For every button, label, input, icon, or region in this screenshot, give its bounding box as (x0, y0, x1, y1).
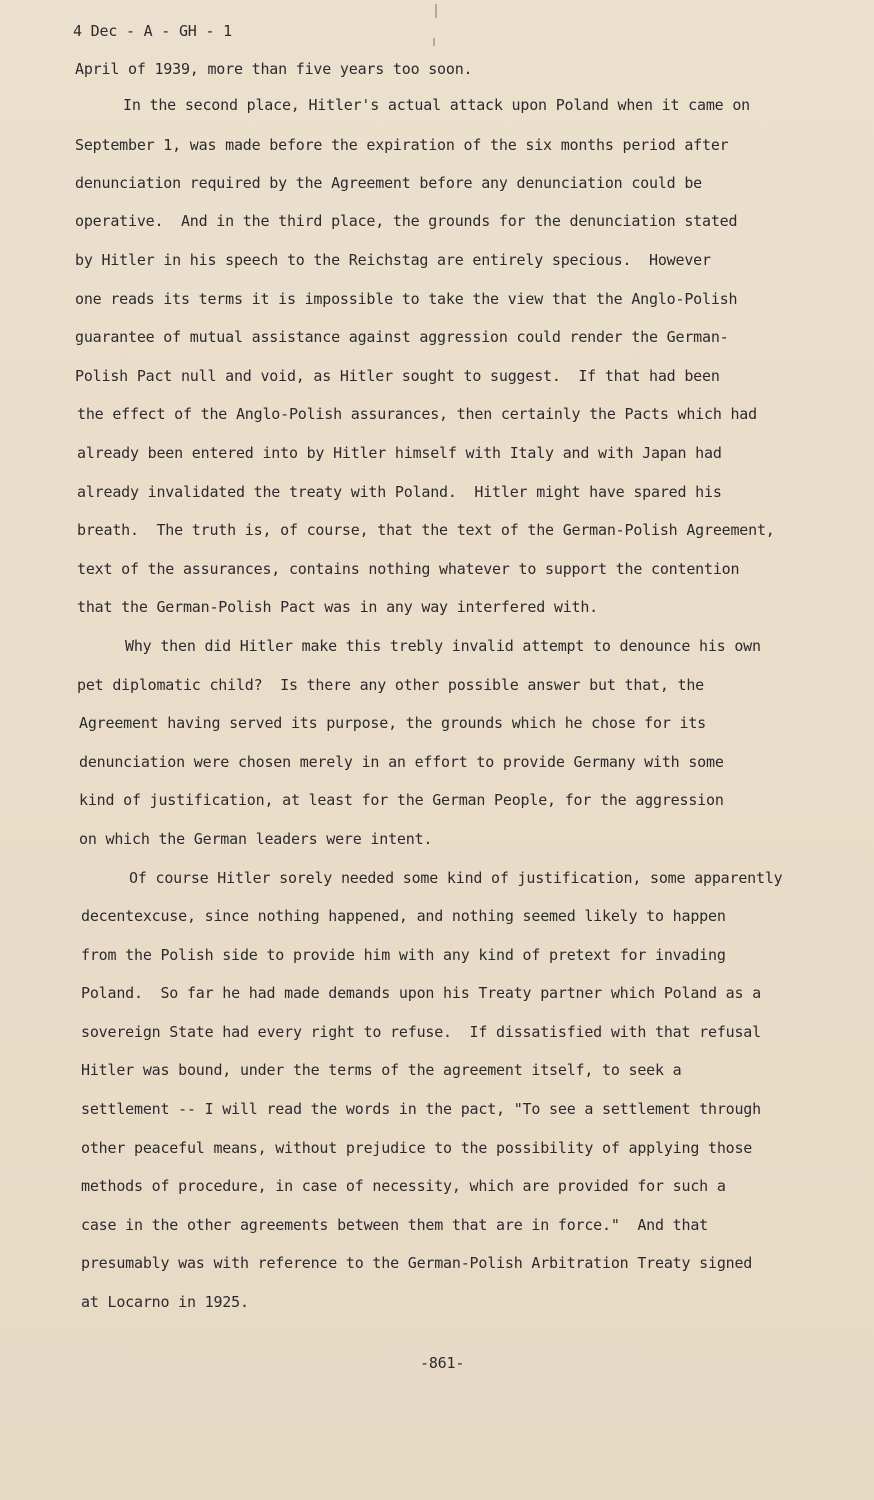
text-line: Poland. So far he had made demands upon his Treaty partner which Poland as a (81, 984, 761, 1002)
text-line: that the German-Polish Pact was in any way interfered with. (77, 598, 599, 616)
text-line: guarantee of mutual assistance against aggression could render the German- (75, 328, 729, 346)
text-line: kind of justification, at least for the German People, for the aggression (79, 791, 724, 809)
text-line: Polish Pact null and void, as Hitler sought to suggest. If that had been (75, 367, 720, 385)
text-line: Why then did Hitler make this trebly invalid attempt to denounce his own (125, 637, 761, 655)
text-line: In the second place, Hitler's actual attack upon Poland when it came on (123, 96, 750, 114)
text-line: already been entered into by Hitler himself with Italy and with Japan had (77, 444, 722, 462)
page-number: -861- (420, 1354, 465, 1372)
text-line: text of the assurances, contains nothing whatever to support the contention (77, 560, 740, 578)
text-line: already invalidated the treaty with Poland. Hitler might have spared his (77, 483, 722, 501)
text-line: denunciation were chosen merely in an effort to provide Germany with some (79, 753, 724, 771)
text-line: on which the German leaders were intent. (79, 830, 433, 848)
text-line: Agreement having served its purpose, the grounds which he chose for its (79, 714, 706, 732)
text-line: case in the other agreements between them that are in force." And that (81, 1216, 708, 1234)
text-line: methods of procedure, in case of necessity, which are provided for such a (81, 1177, 726, 1195)
punch-mark (435, 4, 437, 18)
text-line: sovereign State had every right to refuse. If dissatisfied with that refusal (81, 1023, 761, 1041)
text-line: at Locarno in 1925. (81, 1293, 249, 1311)
text-line: other peaceful means, without prejudice to the possibility of applying those (81, 1139, 753, 1157)
text-line: decentexcuse, since nothing happened, and nothing seemed likely to happen (81, 907, 726, 925)
text-line: settlement -- I will read the words in the pact, "To see a settlement through (81, 1100, 761, 1118)
text-line: the effect of the Anglo-Polish assurances, then certainly the Pacts which had (77, 405, 757, 423)
text-line: pet diplomatic child? Is there any other possible answer but that, the (77, 676, 704, 694)
document-header: 4 Dec - A - GH - 1 (73, 22, 232, 40)
text-line: presumably was with reference to the German-Polish Arbitration Treaty signed (81, 1254, 753, 1272)
text-line: Of course Hitler sorely needed some kind of justification, some apparently (129, 869, 783, 887)
text-line: April of 1939, more than five years too soon. (75, 60, 473, 78)
text-line: September 1, was made before the expiration of the six months period after (75, 136, 729, 154)
text-line: Hitler was bound, under the terms of the agreement itself, to seek a (81, 1061, 682, 1079)
text-line: from the Polish side to provide him with any kind of pretext for invading (81, 946, 726, 964)
text-line: operative. And in the third place, the grounds for the denunciation stated (75, 212, 738, 230)
punch-mark (433, 38, 435, 46)
text-line: by Hitler in his speech to the Reichstag are entirely specious. However (75, 251, 711, 269)
text-line: breath. The truth is, of course, that the text of the German-Polish Agreement, (77, 521, 775, 539)
text-line: one reads its terms it is impossible to take the view that the Anglo-Polish (75, 290, 738, 308)
text-line: denunciation required by the Agreement before any denunciation could be (75, 174, 702, 192)
